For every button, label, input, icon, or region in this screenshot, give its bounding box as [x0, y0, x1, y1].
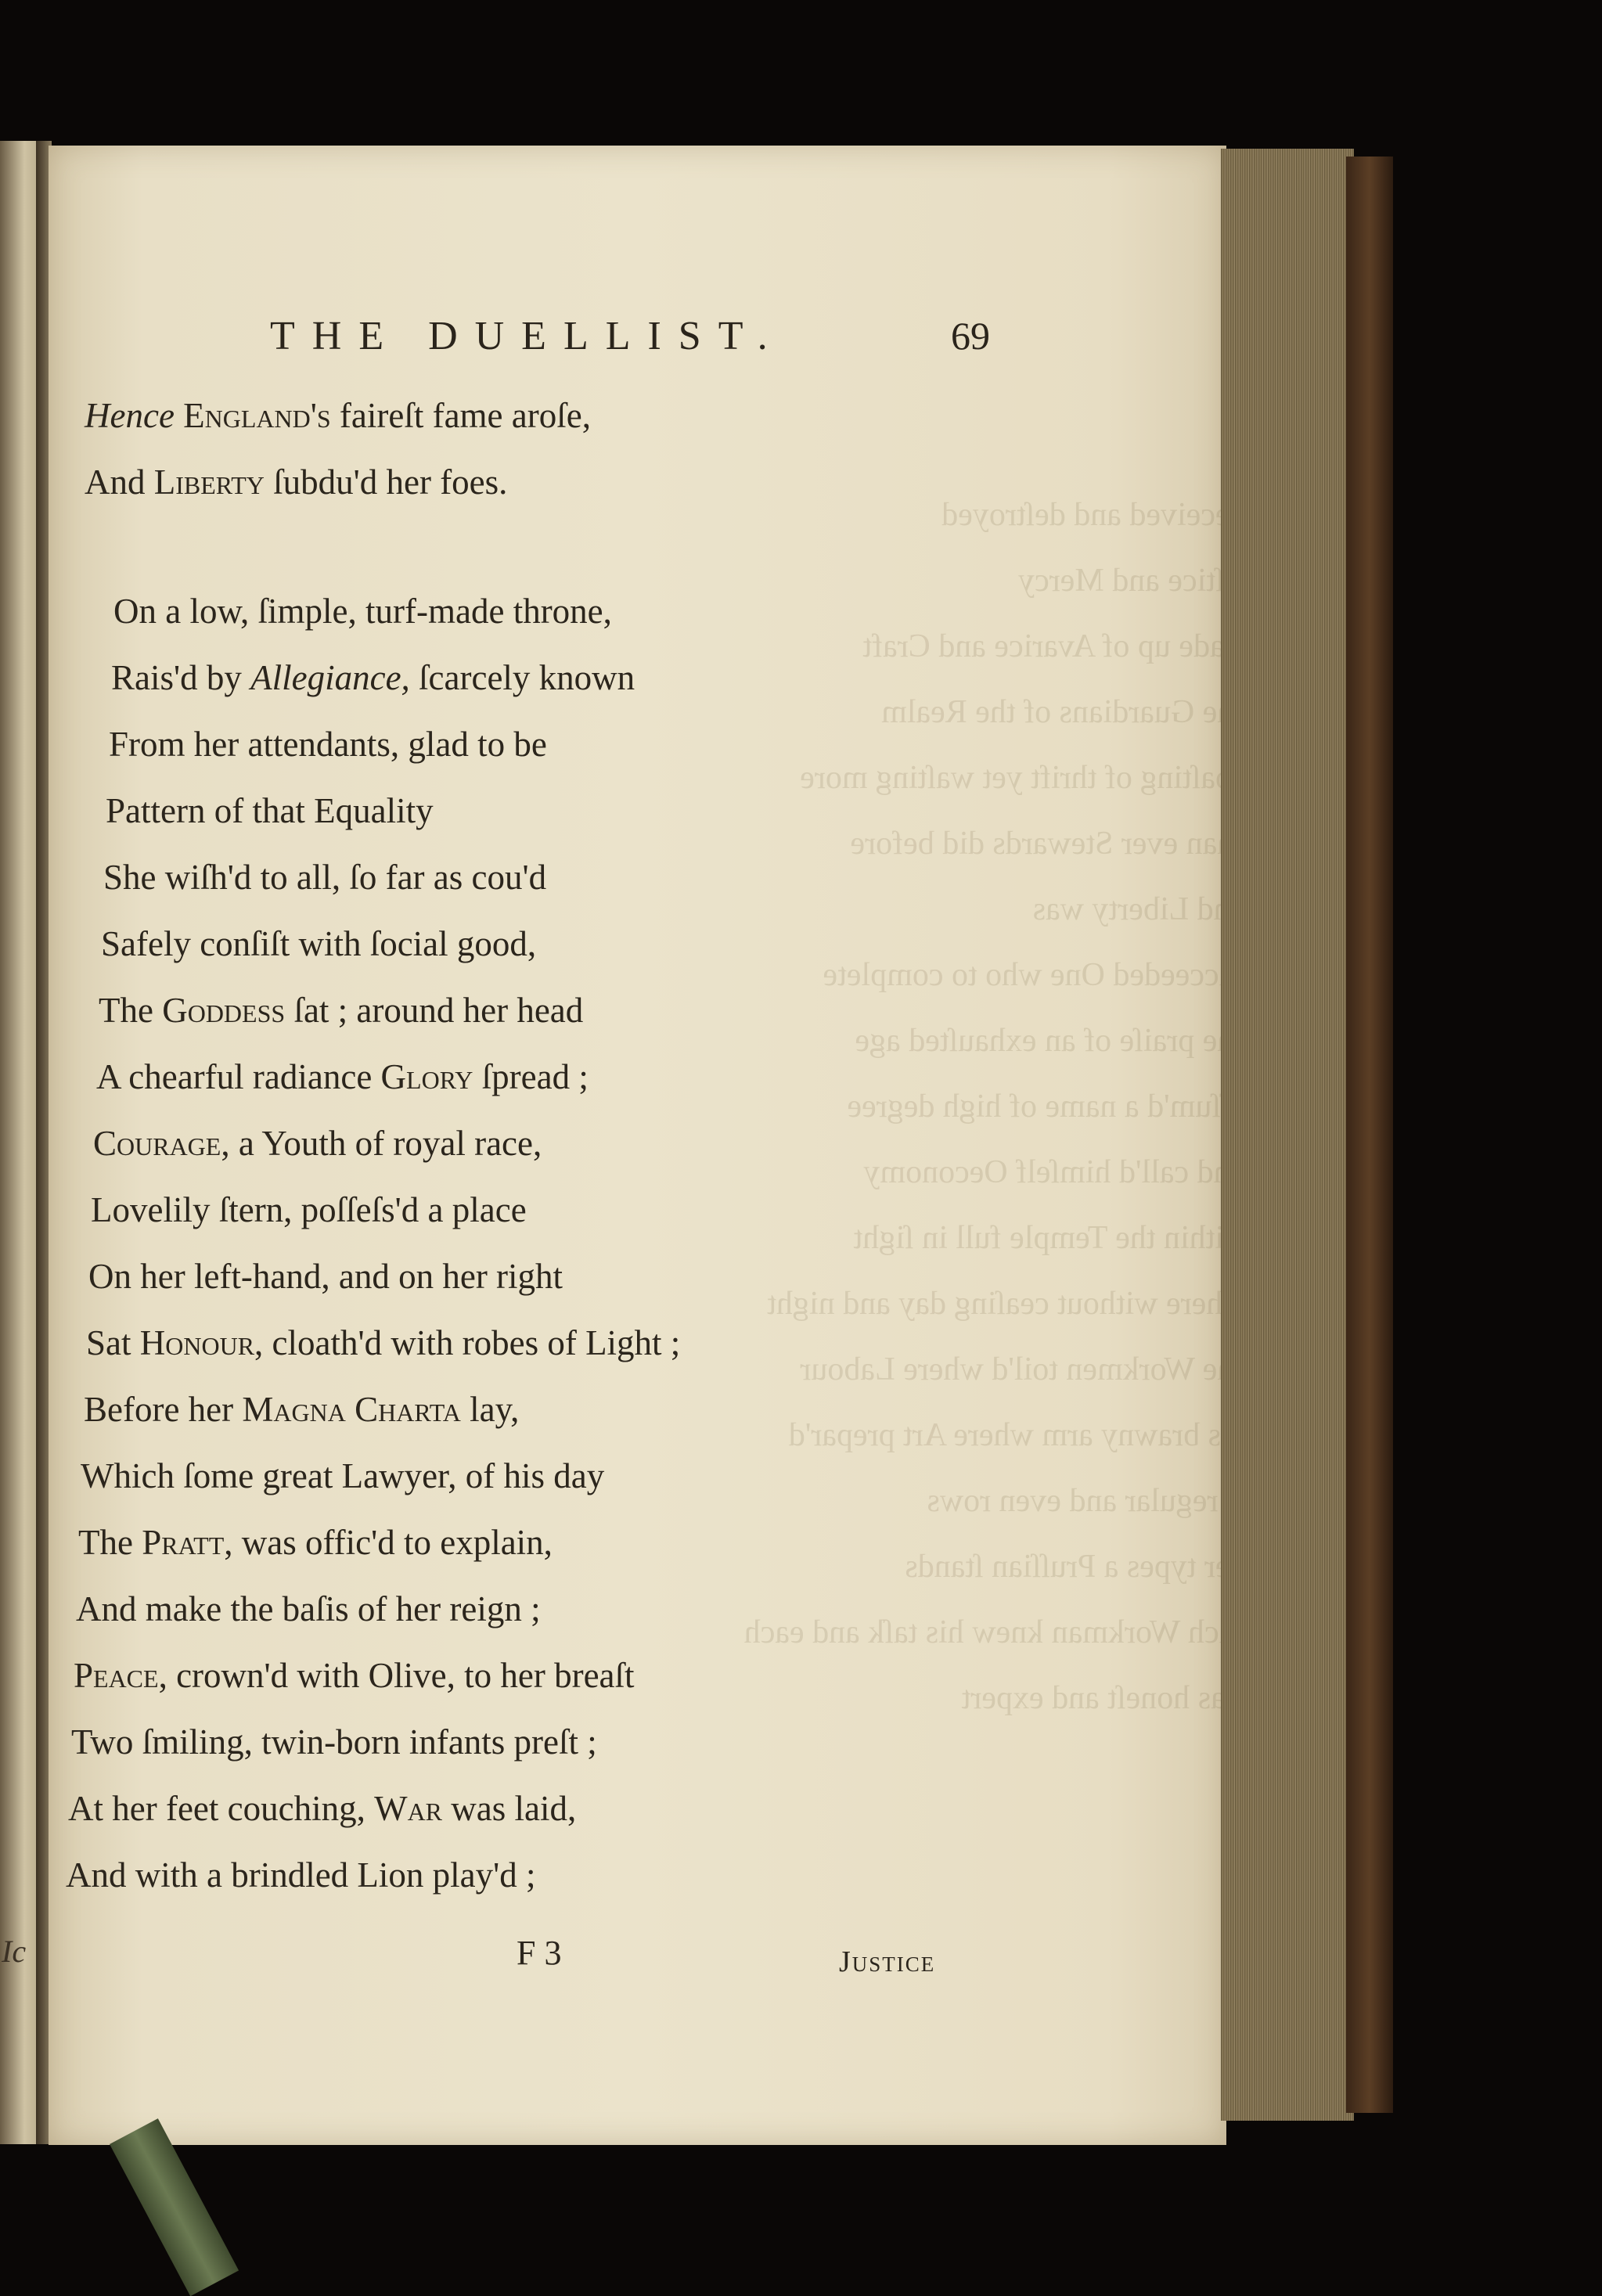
verse-line [109, 724, 547, 765]
book-fore-edge [1221, 149, 1354, 2121]
verse-segment: Goddess [162, 991, 286, 1030]
page-number: 69 [951, 314, 990, 358]
verse-segment: Two ſmiling, twin-born infants preſt ; [71, 1722, 597, 1762]
book-cover-edge [1346, 157, 1393, 2113]
ribbon-bookmark [110, 2118, 239, 2296]
verse-line [71, 1722, 597, 1762]
verse-segment: Pratt, [142, 1523, 233, 1562]
verse-line [96, 1056, 589, 1097]
verse-line [99, 990, 583, 1031]
verse-segment: ſpread ; [473, 1057, 589, 1096]
verse-segment: cloath'd with robes of Light ; [263, 1323, 681, 1362]
verse-segment: ſat ; around her head [285, 991, 584, 1030]
verse-segment: crown'd with Olive, to her breaſt [167, 1656, 635, 1695]
verse-segment: Pattern of that Equality [106, 791, 434, 830]
verse-line [66, 1855, 536, 1895]
verse-line [68, 1788, 576, 1829]
verse-segment: lay, [460, 1390, 520, 1429]
verse-line [103, 857, 546, 898]
verse-segment: Allegiance, [250, 658, 410, 697]
verse-segment: On her left-hand, and on her right [88, 1257, 563, 1296]
verse-segment: Hence [85, 396, 175, 435]
verse-segment: Peace, [74, 1656, 167, 1695]
verse-segment: faireſt fame aroſe, [330, 396, 591, 435]
running-head: THE DUELLIST. [270, 314, 785, 358]
verse-segment: At her feet couching, [68, 1789, 375, 1828]
verse-segment: Honour, [139, 1323, 264, 1362]
verse-line [76, 1589, 541, 1629]
signature-mark: F 3 [517, 1934, 562, 1972]
verse-segment: Glory [380, 1057, 473, 1096]
verse-line [91, 1189, 527, 1230]
verse-segment: was offic'd to explain, [232, 1523, 553, 1562]
verse-segment: England's [174, 396, 331, 435]
verse-line [88, 1256, 563, 1297]
verse-line [78, 1522, 553, 1563]
verse-segment: Sat [86, 1323, 140, 1362]
verse-segment: Magna Charta [242, 1390, 461, 1429]
verse-segment: a Youth of royal race, [229, 1124, 542, 1163]
verse-segment: From her attendants, glad to be [109, 725, 547, 764]
verse-line [86, 1323, 680, 1363]
verse-segment: The [78, 1523, 142, 1562]
verse-segment: The [99, 991, 163, 1030]
catchword: Justice [839, 1945, 936, 1978]
verse-line [85, 462, 507, 502]
verse-segment: A chearful radiance [96, 1057, 381, 1096]
verse-segment: Rais'd by [111, 658, 251, 697]
left-page-text-fragment: Ic [2, 1934, 27, 1969]
verse-segment: ſcarcely known [409, 658, 635, 697]
show-through-text: Deceived and deſtroyed Juſtice and Mercy Made up of Avarice and Craft The Guardians of the Realm Boaſting of thrift yet waſting more Than ever Stewards did before And Liberty was Succeeded One who to complete The praiſe of an exhauſted age Aſſum'd a name of high degree And call'd himſelf Oeconomy Within the Temple full in ſight Where without ceaſing day and night The Workmen toil'd where Labour His brawny arm where Art prepar'd In regular and even rows Her types a Pruſſian ſtands Each Workman knew his taſk and each Was honeſt and expert [743, 497, 1254, 1716]
verse-segment: And make the baſis of her reign ; [76, 1589, 541, 1628]
verse-line [106, 790, 434, 831]
verse-line [101, 923, 536, 964]
verse-line [85, 395, 591, 436]
verse-segment: ſubdu'd her foes. [264, 462, 508, 502]
verse-segment: On a low, ſimple, turf-made throne, [113, 592, 612, 631]
verse-line [111, 657, 635, 698]
verse-line [84, 1389, 519, 1430]
verse-line [93, 1123, 542, 1164]
verse-segment: She wiſh'd to all, ſo far as cou'd [103, 858, 547, 897]
left-page-edge [0, 141, 41, 2144]
verse-segment: Which ſome great Lawyer, of his day [81, 1456, 605, 1495]
verse-line [81, 1456, 604, 1496]
verse-segment: Lovelily ſtern, poſſeſs'd a place [91, 1190, 527, 1229]
verse-segment: And with a brindled Lion play'd ; [66, 1855, 536, 1895]
verse-line [113, 591, 612, 632]
verse-segment: Courage, [93, 1124, 230, 1163]
verse-segment: was laid, [442, 1789, 577, 1828]
verse-segment: Safely conſiſt with ſocial good, [101, 924, 537, 963]
verse-segment: And [85, 462, 154, 502]
verse-segment: War [374, 1789, 443, 1828]
verse-segment: Before her [84, 1390, 243, 1429]
verse-line [74, 1655, 635, 1696]
verse-segment: Liberty [153, 462, 265, 502]
